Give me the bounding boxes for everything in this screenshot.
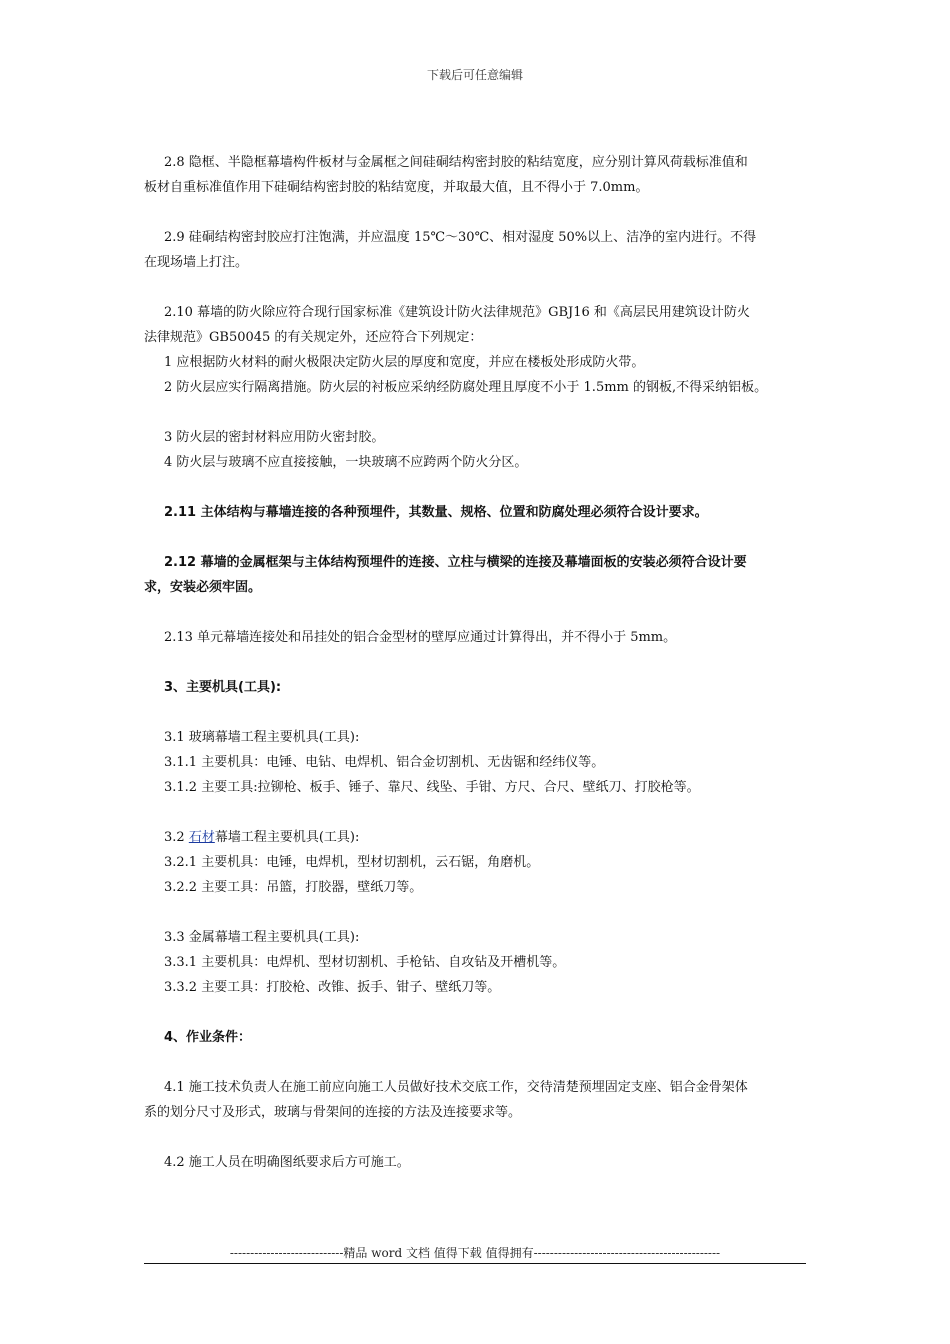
para-2-8-line2: 板材自重标准值作用下硅硐结构密封胶的粘结宽度，并取最大值，且不得小于 7.0mm。: [144, 180, 649, 195]
para-2-10-item3: 3 防火层的密封材料应用防火密封胶。: [164, 430, 385, 445]
page-footer: ----------------------------精品 word 文档 值得下载 值得拥有----------------------------------------------: [229, 1246, 721, 1260]
section-3-1-2: 3.1.2 主要工具:拉铆枪、板手、锤子、靠尺、线坠、手钳、方尺、合尺、壁纸刀、打胶枪等。: [164, 780, 700, 795]
page-header: 下载后可任意编辑: [426, 68, 523, 82]
para-2-10-line2: 法律规范》GB50045 的有关规定外，还应符合下列规定：: [144, 330, 483, 345]
document-body: [144, 150, 812, 1175]
section-3-2-2: 3.2.2 主要工具：吊篮，打胶器，壁纸刀等。: [164, 880, 423, 895]
section-3-2-1: 3.2.1 主要机具：电锤，电焊机，型材切割机，云石锯，角磨机。: [164, 855, 540, 870]
section-3-3-2: 3.3.2 主要工具：打胶枪、改锥、扳手、钳子、壁纸刀等。: [164, 980, 501, 995]
para-2-12-line1: 2.12 幕墙的金属框架与主体结构预埋件的连接、立柱与横梁的连接及幕墙面板的安装必须符合设计要: [164, 555, 747, 570]
section-3-3-1: 3.3.1 主要机具：电焊机、型材切割机、手枪钻、自攻钻及开槽机等。: [164, 955, 566, 970]
para-2-12-line2: 求，安装必须牢固。: [144, 580, 262, 595]
para-2-10-item2: 2 防火层应实行隔离措施。防火层的衬板应采纳经防腐处理且厚度不小于 1.5mm 的钢板,不得采纳铝板。: [164, 380, 768, 395]
para-2-9-line1: 2.9 硅硐结构密封胶应打注饱满，并应温度 15℃～30℃、相对湿度 50%以上、洁净的室内进行。不得: [164, 230, 757, 245]
para-4-1-line2: 系的划分尺寸及形式，玻璃与骨架间的连接的方法及连接要求等。: [144, 1105, 522, 1120]
heading-section-4: 4、作业条件：: [164, 1030, 252, 1045]
para-2-13: 2.13 单元幕墙连接处和吊挂处的铝合金型材的壁厚应通过计算得出，并不得小于 5mm。: [164, 630, 677, 645]
para-4-2: 4.2 施工人员在明确图纸要求后方可施工。: [164, 1155, 410, 1170]
para-2-10-item4: 4 防火层与玻璃不应直接接触，一块玻璃不应跨两个防火分区。: [164, 455, 528, 470]
section-3-2: [144, 825, 812, 850]
heading-section-3: 3、主要机具(工具):: [164, 680, 282, 695]
stone-link[interactable]: 石材: [188, 830, 215, 845]
para-2-10-item1: 1 应根据防火材料的耐火极限决定防火层的厚度和宽度，并应在楼板处形成防火带。: [164, 355, 645, 370]
para-2-10-line1: 2.10 幕墙的防火除应符合现行国家标准《建筑设计防火法律规范》GBJ16 和《高层民用建筑设计防火: [164, 305, 750, 320]
section-3-3: 3.3 金属幕墙工程主要机具(工具):: [164, 930, 360, 945]
para-2-8-line1: 2.8 隐框、半隐框幕墙构件板材与金属框之间硅硐结构密封胶的粘结宽度，应分别计算风荷载标准值和: [164, 155, 748, 170]
para-4-1-line1: 4.1 施工技术负责人在施工前应向施工人员做好技术交底工作，交待清楚预埋固定支座、铝合金骨架体: [164, 1080, 748, 1095]
section-3-2-prefix: 3.2: [164, 830, 189, 845]
para-2-11: 2.11 主体结构与幕墙连接的各种预埋件，其数量、规格、位置和防腐处理必须符合设计要求。: [164, 505, 708, 520]
section-3-2-suffix: 幕墙工程主要机具(工具):: [214, 830, 360, 845]
footer-rule: [144, 1263, 806, 1264]
para-2-9-line2: 在现场墙上打注。: [144, 255, 249, 270]
section-3-1-1: 3.1.1 主要机具：电锤、电钻、电焊机、铝合金切割机、无齿锯和经纬仪等。: [164, 755, 605, 770]
section-3-1: 3.1 玻璃幕墙工程主要机具(工具):: [164, 730, 360, 745]
